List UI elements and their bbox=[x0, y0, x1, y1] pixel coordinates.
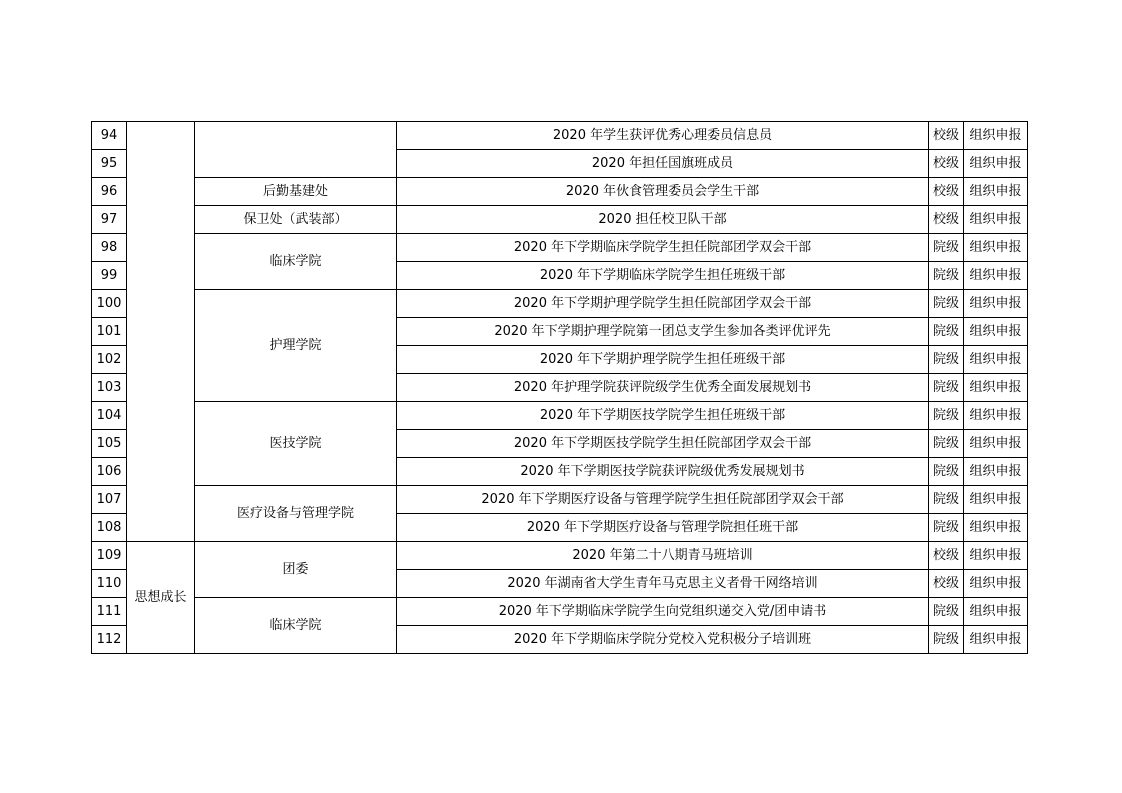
level-cell: 院级 bbox=[929, 514, 964, 542]
table-row bbox=[92, 122, 1028, 150]
level-cell: 院级 bbox=[929, 290, 964, 318]
records-table bbox=[91, 121, 1028, 654]
row-number: 104 bbox=[92, 402, 127, 430]
level-cell: 校级 bbox=[929, 206, 964, 234]
row-number: 95 bbox=[92, 150, 127, 178]
row-number: 111 bbox=[92, 598, 127, 626]
project-title: 2020 年湖南省大学生青年马克思主义者骨干网络培训 bbox=[397, 570, 929, 598]
project-title: 2020 年下学期护理学院学生担任院部团学双会干部 bbox=[397, 290, 929, 318]
department-cell: 医技学院 bbox=[195, 402, 397, 486]
department-cell: 护理学院 bbox=[195, 290, 397, 402]
category-cell: 思想成长 bbox=[127, 542, 195, 654]
row-number: 102 bbox=[92, 346, 127, 374]
row-number: 108 bbox=[92, 514, 127, 542]
table-row bbox=[92, 178, 1028, 206]
row-number: 98 bbox=[92, 234, 127, 262]
project-title: 2020 担任校卫队干部 bbox=[397, 206, 929, 234]
method-cell: 组织申报 bbox=[964, 122, 1028, 150]
method-cell: 组织申报 bbox=[964, 374, 1028, 402]
level-cell: 院级 bbox=[929, 486, 964, 514]
row-number: 99 bbox=[92, 262, 127, 290]
method-cell: 组织申报 bbox=[964, 430, 1028, 458]
department-cell bbox=[195, 122, 397, 178]
project-title: 2020 年下学期医技学院获评院级优秀发展规划书 bbox=[397, 458, 929, 486]
table-row bbox=[92, 206, 1028, 234]
project-title: 2020 年下学期临床学院学生担任班级干部 bbox=[397, 262, 929, 290]
row-number: 105 bbox=[92, 430, 127, 458]
row-number: 100 bbox=[92, 290, 127, 318]
row-number: 112 bbox=[92, 626, 127, 654]
level-cell: 校级 bbox=[929, 122, 964, 150]
method-cell: 组织申报 bbox=[964, 318, 1028, 346]
project-title: 2020 年护理学院获评院级学生优秀全面发展规划书 bbox=[397, 374, 929, 402]
project-title: 2020 年下学期护理学院第一团总支学生参加各类评优评先 bbox=[397, 318, 929, 346]
table-row bbox=[92, 234, 1028, 262]
level-cell: 院级 bbox=[929, 430, 964, 458]
row-number: 101 bbox=[92, 318, 127, 346]
project-title: 2020 年伙食管理委员会学生干部 bbox=[397, 178, 929, 206]
row-number: 103 bbox=[92, 374, 127, 402]
department-cell: 保卫处（武装部） bbox=[195, 206, 397, 234]
level-cell: 校级 bbox=[929, 570, 964, 598]
level-cell: 院级 bbox=[929, 346, 964, 374]
department-cell: 团委 bbox=[195, 542, 397, 598]
project-title: 2020 年下学期临床学院学生担任院部团学双会干部 bbox=[397, 234, 929, 262]
project-title: 2020 年下学期临床学院分党校入党积极分子培训班 bbox=[397, 626, 929, 654]
level-cell: 校级 bbox=[929, 178, 964, 206]
table-row bbox=[92, 598, 1028, 626]
row-number: 107 bbox=[92, 486, 127, 514]
method-cell: 组织申报 bbox=[964, 598, 1028, 626]
method-cell: 组织申报 bbox=[964, 346, 1028, 374]
level-cell: 院级 bbox=[929, 262, 964, 290]
table-row bbox=[92, 486, 1028, 514]
category-cell bbox=[127, 122, 195, 542]
project-title: 2020 年下学期医技学院学生担任班级干部 bbox=[397, 402, 929, 430]
project-title: 2020 年下学期护理学院学生担任班级干部 bbox=[397, 346, 929, 374]
project-title: 2020 年下学期医疗设备与管理学院担任班干部 bbox=[397, 514, 929, 542]
row-number: 110 bbox=[92, 570, 127, 598]
table-row bbox=[92, 402, 1028, 430]
department-cell: 后勤基建处 bbox=[195, 178, 397, 206]
method-cell: 组织申报 bbox=[964, 542, 1028, 570]
method-cell: 组织申报 bbox=[964, 150, 1028, 178]
method-cell: 组织申报 bbox=[964, 402, 1028, 430]
row-number: 97 bbox=[92, 206, 127, 234]
level-cell: 院级 bbox=[929, 402, 964, 430]
method-cell: 组织申报 bbox=[964, 626, 1028, 654]
level-cell: 院级 bbox=[929, 598, 964, 626]
row-number: 109 bbox=[92, 542, 127, 570]
level-cell: 院级 bbox=[929, 626, 964, 654]
department-cell: 医疗设备与管理学院 bbox=[195, 486, 397, 542]
department-cell: 临床学院 bbox=[195, 234, 397, 290]
level-cell: 院级 bbox=[929, 318, 964, 346]
level-cell: 院级 bbox=[929, 374, 964, 402]
table-row bbox=[92, 542, 1028, 570]
project-title: 2020 年第二十八期青马班培训 bbox=[397, 542, 929, 570]
level-cell: 院级 bbox=[929, 234, 964, 262]
table-row bbox=[92, 290, 1028, 318]
row-number: 96 bbox=[92, 178, 127, 206]
method-cell: 组织申报 bbox=[964, 206, 1028, 234]
method-cell: 组织申报 bbox=[964, 262, 1028, 290]
project-title: 2020 年下学期医技学院学生担任院部团学双会干部 bbox=[397, 430, 929, 458]
level-cell: 校级 bbox=[929, 542, 964, 570]
level-cell: 院级 bbox=[929, 458, 964, 486]
method-cell: 组织申报 bbox=[964, 514, 1028, 542]
row-number: 94 bbox=[92, 122, 127, 150]
method-cell: 组织申报 bbox=[964, 570, 1028, 598]
level-cell: 校级 bbox=[929, 150, 964, 178]
method-cell: 组织申报 bbox=[964, 178, 1028, 206]
method-cell: 组织申报 bbox=[964, 234, 1028, 262]
project-title: 2020 年学生获评优秀心理委员信息员 bbox=[397, 122, 929, 150]
project-title: 2020 年下学期临床学院学生向党组织递交入党/团申请书 bbox=[397, 598, 929, 626]
method-cell: 组织申报 bbox=[964, 458, 1028, 486]
project-title: 2020 年担任国旗班成员 bbox=[397, 150, 929, 178]
project-title: 2020 年下学期医疗设备与管理学院学生担任院部团学双会干部 bbox=[397, 486, 929, 514]
row-number: 106 bbox=[92, 458, 127, 486]
department-cell: 临床学院 bbox=[195, 598, 397, 654]
method-cell: 组织申报 bbox=[964, 486, 1028, 514]
method-cell: 组织申报 bbox=[964, 290, 1028, 318]
